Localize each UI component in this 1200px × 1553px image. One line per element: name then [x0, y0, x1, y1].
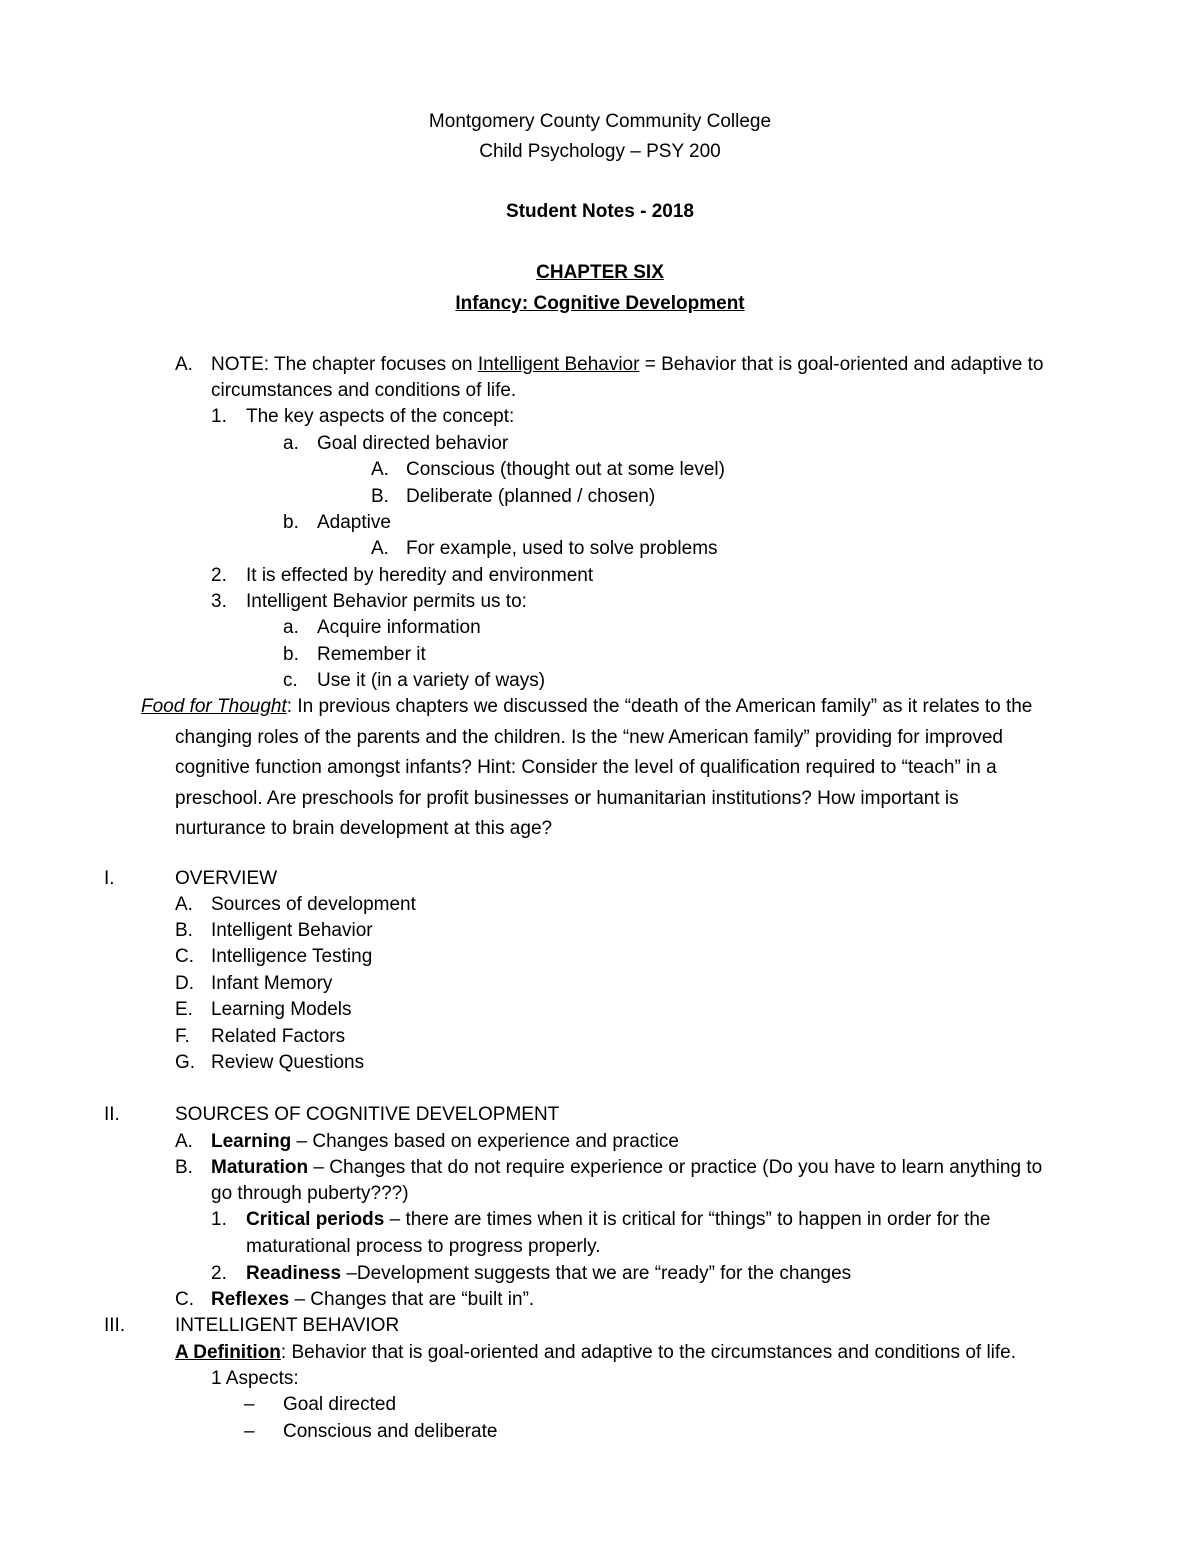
section-numeral: II. — [104, 1104, 120, 1125]
list-marker: G. — [175, 1052, 196, 1073]
list-item: For example, used to solve problems — [406, 538, 718, 559]
college-name: Montgomery County Community College — [428, 111, 772, 132]
list-item: Use it (in a variety of ways) — [317, 670, 546, 691]
list-item: Intelligent Behavior permits us to: — [246, 591, 527, 612]
section-numeral: I. — [104, 868, 115, 889]
section-title-intelligent: INTELLIGENT BEHAVIOR — [175, 1315, 400, 1336]
note-prefix: NOTE: The chapter focuses on — [211, 354, 478, 375]
list-marker: D. — [175, 973, 194, 994]
list-item: Goal directed — [283, 1394, 397, 1415]
notes-title: Student Notes - 2018 — [506, 201, 694, 222]
list-item: Intelligence Testing — [211, 946, 373, 967]
list-item: Remember it — [317, 644, 426, 665]
learning-text: – Changes based on experience and practice — [291, 1131, 679, 1152]
list-marker: E. — [175, 999, 193, 1020]
list-marker: A. — [371, 538, 389, 559]
list-marker: A. — [175, 1131, 193, 1152]
list-marker: C. — [175, 946, 194, 967]
food-for-thought-line-2: changing roles of the parents and the children. Is the “new American family” providing for improved — [175, 727, 1003, 748]
list-marker: 1. — [211, 1209, 227, 1230]
list-marker: C. — [175, 1289, 194, 1310]
list-item: Goal directed behavior — [317, 433, 509, 454]
note-definition: = Behavior that is goal-oriented and adaptive to — [639, 354, 1044, 375]
section-title-sources: SOURCES OF COGNITIVE DEVELOPMENT — [175, 1104, 560, 1125]
list-item: Review Questions — [211, 1052, 365, 1073]
food-for-thought-line-4: preschool. Are preschools for profit businesses or humanitarian institutions? How important is — [175, 788, 959, 809]
note-marker: A. — [175, 354, 193, 375]
note-line-2: circumstances and conditions of life. — [211, 380, 517, 401]
critical-periods-line-2: maturational process to progress properly. — [246, 1236, 601, 1257]
list-item: Conscious (thought out at some level) — [406, 459, 725, 480]
food-for-thought-label: Food for Thought — [141, 696, 287, 717]
list-marker: 2. — [211, 565, 227, 586]
list-item: Deliberate (planned / chosen) — [406, 486, 656, 507]
maturation-item-line-2: go through puberty???) — [211, 1183, 409, 1204]
list-item: It is effected by heredity and environment — [246, 565, 594, 586]
definition-line — [175, 1343, 1016, 1362]
chapter-heading: CHAPTER SIX — [536, 262, 664, 283]
list-marker: A. — [371, 459, 389, 480]
list-item: Infant Memory — [211, 973, 333, 994]
note-term: Intelligent Behavior — [477, 354, 640, 375]
reflexes-term: Reflexes — [211, 1289, 290, 1310]
definition-text: : Behavior that is goal-oriented and adaptive to the circumstances and conditions of life. — [280, 1342, 1017, 1363]
maturation-text: – Changes that do not require experience or practice (Do you have to learn anything to — [308, 1157, 1043, 1178]
list-marker: B. — [175, 920, 193, 941]
note-line-1 — [211, 355, 1043, 374]
definition-label: A Definition — [175, 1342, 281, 1363]
critical-periods-text: – there are times when it is critical for “things” to happen in order for the — [384, 1209, 991, 1230]
readiness-text: –Development suggests that we are “ready” for the changes — [341, 1263, 852, 1284]
list-marker: 1. — [211, 406, 227, 427]
aspects-label: 1 Aspects: — [211, 1368, 299, 1389]
food-for-thought-line-3: cognitive function amongst infants? Hint: Consider the level of qualification required to “teach” in a — [175, 757, 997, 778]
reflexes-text: – Changes that are “built in”. — [289, 1289, 535, 1310]
readiness-item — [246, 1264, 851, 1283]
maturation-item — [211, 1158, 1042, 1177]
list-item: Learning Models — [211, 999, 352, 1020]
list-item: Sources of development — [211, 894, 416, 915]
list-marker: – — [244, 1421, 255, 1442]
list-marker: – — [244, 1394, 255, 1415]
maturation-term: Maturation — [211, 1157, 309, 1178]
reflexes-item — [211, 1290, 534, 1309]
chapter-subtitle: Infancy: Cognitive Development — [455, 293, 745, 314]
list-marker: b. — [283, 512, 299, 533]
list-item: Adaptive — [317, 512, 391, 533]
critical-periods-item — [246, 1210, 991, 1229]
food-for-thought-text: In previous chapters we discussed the “death of the American family” as it relates to the — [292, 696, 1033, 717]
food-for-thought-line-1 — [141, 697, 1032, 716]
section-title-overview: OVERVIEW — [175, 868, 278, 889]
course-title: Child Psychology – PSY 200 — [479, 141, 721, 162]
list-marker: b. — [283, 644, 299, 665]
list-item: The key aspects of the concept: — [246, 406, 515, 427]
list-item: Intelligent Behavior — [211, 920, 373, 941]
learning-term: Learning — [211, 1131, 292, 1152]
list-item: Related Factors — [211, 1026, 346, 1047]
food-for-thought-colon: : — [286, 696, 293, 717]
list-marker: B. — [175, 1157, 193, 1178]
list-marker: a. — [283, 617, 299, 638]
list-marker: 2. — [211, 1263, 227, 1284]
list-item: Acquire information — [317, 617, 481, 638]
food-for-thought-line-5: nurturance to brain development at this age? — [175, 818, 553, 839]
learning-item — [211, 1132, 679, 1151]
section-numeral: III. — [104, 1315, 126, 1336]
list-marker: B. — [371, 486, 389, 507]
list-marker: A. — [175, 894, 193, 915]
readiness-term: Readiness — [246, 1263, 342, 1284]
list-marker: c. — [283, 670, 298, 691]
list-marker: F. — [175, 1026, 190, 1047]
critical-periods-term: Critical periods — [246, 1209, 385, 1230]
list-marker: a. — [283, 433, 299, 454]
list-item: Conscious and deliberate — [283, 1421, 498, 1442]
list-marker: 3. — [211, 591, 227, 612]
